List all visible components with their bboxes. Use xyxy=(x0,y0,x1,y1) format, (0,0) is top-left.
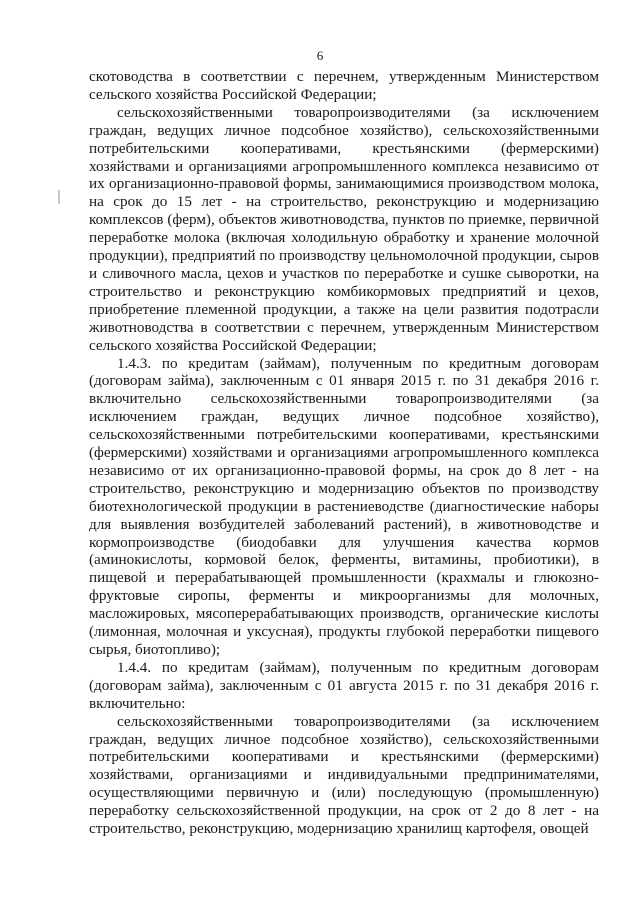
paragraph-clause-1-4-4: 1.4.4. по кредитам (займам), полученным по кредитным договорам (договорам займа), заключенным с 01 августа 2015 г. по 31 декабря 2016 г. включительно: xyxy=(89,658,599,712)
document-body xyxy=(89,68,599,838)
page-number: 6 xyxy=(316,48,324,63)
paragraph-storage-producers: сельскохозяйственными товаропроизводителями (за исключением граждан, ведущих личное подсобное хозяйство), сельскохозяйственными потребительскими кооперативами и крестьянскими (фермерскими) хозяйствами, организациями и индивидуальными предпринимателями, осуществляющими первичную и (или) последующую (промышленную) переработку сельскохозяйственной продукции, на срок от 2 до 8 лет - на строительство, реконструкцию, модернизацию хранилищ картофеля, овощей xyxy=(89,712,599,838)
paragraph-continuation: скотоводства в соответствии с перечнем, утвержденным Министерством сельского хозяйства Российской Федерации; xyxy=(89,68,599,103)
paragraph-clause-1-4-3: 1.4.3. по кредитам (займам), полученным по кредитным договорам (договорам займа), заключенным с 01 января 2015 г. по 31 декабря 2016 г. включительно сельскохозяйственными товаропроизводителями (за исключением граждан, ведущих личное подсобное хозяйство), сельскохозяйственными потребительскими кооперативами, крестьянскими (фермерскими) хозяйствами и организациями агропромышленного комплекса независимо от их организационно-правовой формы, на срок до 8 лет - на строительство, реконструкцию и модернизацию объектов по производству биотехнологической продукции в растениеводстве (диагностические наборы для выявления возбудителей заболеваний растений), в животноводстве и кормопроизводстве (биодобавки для улучшения качества кормов (аминокислоты, кормовой белок, ферменты, витамины, пробиотики), в пищевой и перерабатывающей промышленности (крахмалы и глюкозно-фруктовые сиропы, ферменты и микроорганизмы для молочных, масложировых, мясоперерабатывающих производств, органические кислоты (лимонная, молочная и уксусная), продукты глубокой переработки пищевого сырья, биотопливо); xyxy=(89,354,599,658)
margin-mark xyxy=(58,190,60,204)
paragraph-milk-producers: сельскохозяйственными товаропроизводителями (за исключением граждан, ведущих личное подсобное хозяйство), сельскохозяйственными потребительскими кооперативами, крестьянскими (фермерскими) хозяйствами и организациями агропромышленного комплекса независимо от их организационно-правовой формы, занимающимися производством молока, на срок до 15 лет - на строительство, реконструкцию и модернизацию комплексов (ферм), объектов животноводства, пунктов по приемке, первичной переработке молока (включая холодильную обработку и хранение молочной продукции), предприятий по производству цельномолочной продукции, сыров и сливочного масла, цехов и участков по переработке и сушке сыворотки, на строительство и реконструкцию комбикормовых предприятий и цехов, приобретение племенной продукции, а также на цели развития подотрасли животноводства в соответствии с перечнем, утвержденным Министерством сельского хозяйства Российской Федерации; xyxy=(89,103,599,354)
